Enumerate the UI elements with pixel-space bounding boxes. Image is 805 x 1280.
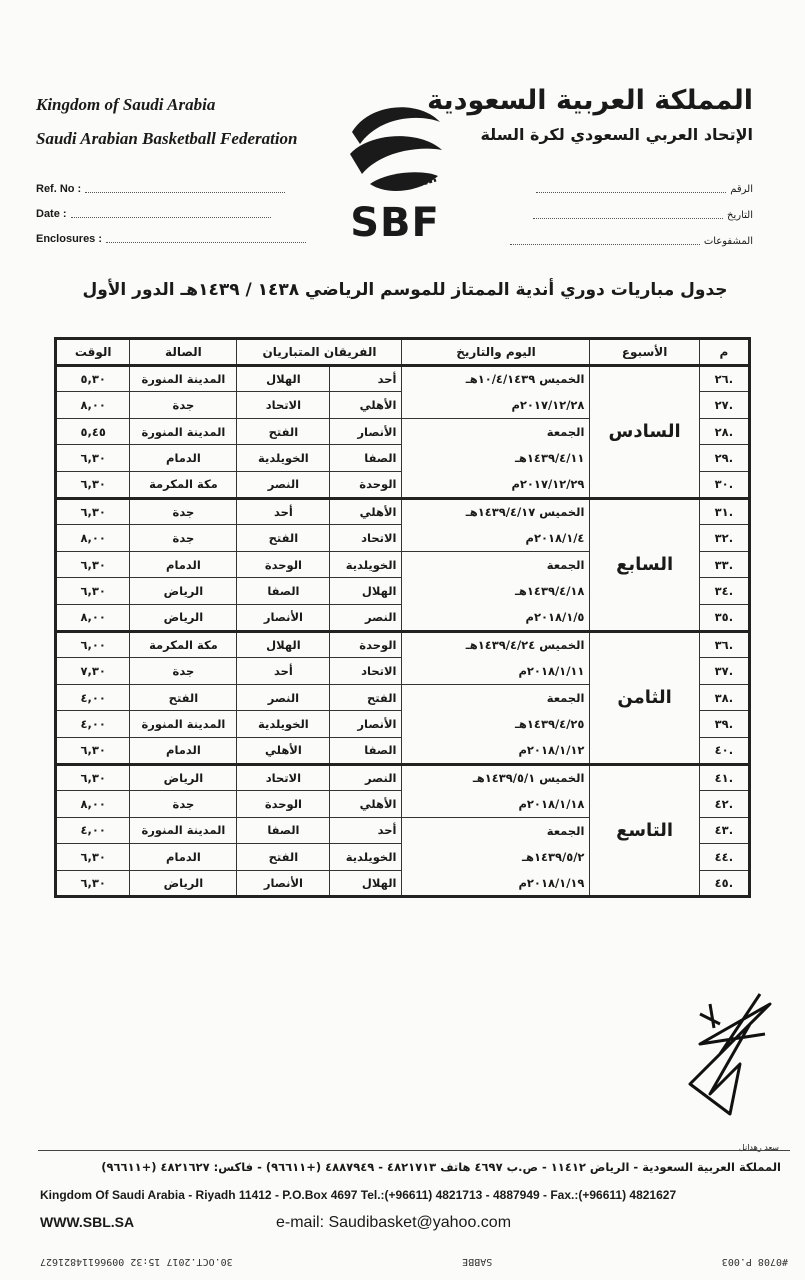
match-time: ٧,٣٠	[56, 658, 130, 685]
match-number: .٣٧	[699, 658, 749, 685]
home-team: الهلال	[330, 870, 402, 897]
match-time: ٦,٣٠	[56, 737, 130, 764]
venue: جدة	[130, 525, 237, 552]
match-number: .٤٣	[699, 817, 749, 844]
signature	[680, 984, 780, 1124]
ref-label-ar: الرقم	[730, 183, 753, 195]
kingdom-name-ar: المملكة العربية السعودية	[427, 85, 753, 116]
match-date: ٢٠١٨/١/٥م	[402, 604, 590, 631]
match-time: ٦,٣٠	[56, 498, 130, 525]
table-row	[56, 365, 750, 392]
away-team: الاتحاد	[237, 764, 330, 791]
home-team: النصر	[330, 604, 402, 631]
fax-page: #0708 P.003	[721, 1256, 788, 1267]
match-date: الخميس ١٤٣٩/٥/١هـ	[402, 764, 590, 791]
home-team: الأهلي	[330, 791, 402, 818]
match-date: ٢٠١٧/١٢/٢٩م	[402, 471, 590, 498]
match-date: ١٤٣٩/٤/١١هـ	[402, 445, 590, 472]
match-time: ٤,٠٠	[56, 684, 130, 711]
match-number: .٣٤	[699, 578, 749, 605]
venue: مكة المكرمة	[130, 471, 237, 498]
match-number: .٤٠	[699, 737, 749, 764]
match-number: .٣٢	[699, 525, 749, 552]
away-team: الخويلدية	[237, 445, 330, 472]
home-team: الصفا	[330, 445, 402, 472]
reference-fields-en	[36, 176, 306, 251]
away-team: الهلال	[237, 365, 330, 392]
match-time: ٦,٣٠	[56, 870, 130, 897]
home-team: الوحدة	[330, 471, 402, 498]
match-number: .٣٠	[699, 471, 749, 498]
match-time: ٦,٣٠	[56, 844, 130, 871]
match-date: ٢٠١٨/١/١١م	[402, 658, 590, 685]
fax-sender: SABBE	[462, 1256, 493, 1267]
enclosures-label: Enclosures :	[36, 232, 103, 245]
ref-line	[85, 184, 285, 193]
home-team: الصفا	[330, 737, 402, 764]
home-team: الاتحاد	[330, 658, 402, 685]
home-team: أحد	[330, 365, 402, 392]
week-cell: التاسع	[590, 764, 699, 897]
away-team: الصفا	[237, 578, 330, 605]
venue: الدمام	[130, 551, 237, 578]
away-team: الصفا	[237, 817, 330, 844]
match-time: ٨,٠٠	[56, 791, 130, 818]
federation-name-ar: الإتحاد العربي السعودي لكرة السلة	[480, 125, 753, 144]
venue: الرياض	[130, 764, 237, 791]
match-time: ٨,٠٠	[56, 392, 130, 419]
home-team: النصر	[330, 764, 402, 791]
home-team: الخويلدية	[330, 551, 402, 578]
venue: الدمام	[130, 445, 237, 472]
footer-email: e-mail: Saudibasket@yahoo.com	[276, 1214, 512, 1231]
match-date: الجمعة	[402, 684, 590, 711]
home-team: الأهلي	[330, 498, 402, 525]
away-team: الهلال	[237, 631, 330, 658]
away-team: الأنصار	[237, 604, 330, 631]
match-date: ١٤٣٩/٤/١٨هـ	[402, 578, 590, 605]
home-team: الأهلي	[330, 392, 402, 419]
away-team: الأهلي	[237, 737, 330, 764]
footer-divider	[38, 1150, 790, 1151]
footer-signer: سعد رهدانل	[738, 1143, 779, 1152]
venue: الرياض	[130, 870, 237, 897]
match-time: ٦,٠٠	[56, 631, 130, 658]
away-team: النصر	[237, 684, 330, 711]
enclosures-label-ar: المشفوعات	[703, 235, 753, 247]
venue: المدينة المنورة	[130, 418, 237, 445]
home-team: الفتح	[330, 684, 402, 711]
header-teams: الفريقان المتباريان	[237, 339, 402, 366]
venue: المدينة المنورة	[130, 365, 237, 392]
logo-text: SBF	[350, 200, 440, 246]
away-team: أحد	[237, 498, 330, 525]
away-team: الوحدة	[237, 551, 330, 578]
date-label: Date :	[36, 207, 67, 220]
week-cell: السادس	[590, 365, 699, 498]
match-number: .٢٦	[699, 365, 749, 392]
match-time: ٨,٠٠	[56, 604, 130, 631]
fax-header-strip	[40, 1256, 788, 1267]
home-team: الأنصار	[330, 418, 402, 445]
match-time: ٤,٠٠	[56, 711, 130, 738]
match-number: .٣٩	[699, 711, 749, 738]
match-time: ٦,٣٠	[56, 578, 130, 605]
match-time: ٦,٣٠	[56, 445, 130, 472]
match-number: .٣١	[699, 498, 749, 525]
venue: الدمام	[130, 737, 237, 764]
away-team: الوحدة	[237, 791, 330, 818]
venue: المدينة المنورة	[130, 817, 237, 844]
footer-address-en: Kingdom Of Saudi Arabia - Riyadh 11412 - P.O.Box 4697 Tel.:(+96611) 4821713 - 4887949 - Fax.:(+96611) 4821627	[40, 1188, 677, 1202]
table-row	[56, 498, 750, 525]
match-date: ١٤٣٩/٤/٢٥هـ	[402, 711, 590, 738]
venue: جدة	[130, 658, 237, 685]
header-hall: الصالة	[130, 339, 237, 366]
reference-fields-ar	[510, 176, 753, 254]
ref-label: Ref. No :	[36, 182, 82, 195]
home-team: أحد	[330, 817, 402, 844]
fax-timestamp: 30.OCT.2017 15:32 00966114821627	[40, 1256, 233, 1267]
header-arabic	[427, 80, 753, 148]
home-team: الوحدة	[330, 631, 402, 658]
match-time: ٨,٠٠	[56, 525, 130, 552]
match-date: الجمعة	[402, 817, 590, 844]
venue: الرياض	[130, 604, 237, 631]
match-date: ٢٠١٧/١٢/٢٨م	[402, 392, 590, 419]
enclosures-line	[106, 234, 306, 243]
match-date: ٢٠١٨/١/١٨م	[402, 791, 590, 818]
match-number: .٣٦	[699, 631, 749, 658]
match-number: .٣٣	[699, 551, 749, 578]
away-team: الاتحاد	[237, 392, 330, 419]
venue: جدة	[130, 791, 237, 818]
date-line-ar	[533, 211, 723, 219]
kingdom-name-en: Kingdom of Saudi Arabia	[36, 95, 216, 114]
match-time: ٥,٣٠	[56, 365, 130, 392]
match-date: الخميس ١٤٣٩/٤/١٧هـ	[402, 498, 590, 525]
match-date: ١٤٣٩/٥/٢هـ	[402, 844, 590, 871]
match-number: .٤٢	[699, 791, 749, 818]
schedule-body	[56, 365, 750, 897]
away-team: الفتح	[237, 844, 330, 871]
venue: مكة المكرمة	[130, 631, 237, 658]
match-time: ٤,٠٠	[56, 817, 130, 844]
match-time: ٦,٣٠	[56, 471, 130, 498]
away-team: أحد	[237, 658, 330, 685]
week-cell: السابع	[590, 498, 699, 631]
header-date: اليوم والتاريخ	[402, 339, 590, 366]
home-team: الاتحاد	[330, 525, 402, 552]
match-date: ٢٠١٨/١/١٩م	[402, 870, 590, 897]
match-number: .٢٩	[699, 445, 749, 472]
venue: الرياض	[130, 578, 237, 605]
date-label-ar: التاريخ	[727, 209, 753, 221]
away-team: الفتح	[237, 418, 330, 445]
away-team: الفتح	[237, 525, 330, 552]
home-team: الخويلدية	[330, 844, 402, 871]
venue: الدمام	[130, 844, 237, 871]
header-time: الوقت	[56, 339, 130, 366]
match-date: الخميس ١٤٣٩/٤/٢٤هـ	[402, 631, 590, 658]
venue: جدة	[130, 498, 237, 525]
week-cell: الثامن	[590, 631, 699, 764]
match-number: .٢٧	[699, 392, 749, 419]
match-date: الجمعة	[402, 551, 590, 578]
ref-line-ar	[536, 185, 726, 193]
match-time: ٥,٤٥	[56, 418, 130, 445]
match-number: .٤١	[699, 764, 749, 791]
header-week: الأسبوع	[590, 339, 699, 366]
federation-name-en: Saudi Arabian Basketball Federation	[36, 129, 298, 148]
match-date: ٢٠١٨/١/٤م	[402, 525, 590, 552]
venue: المدينة المنورة	[130, 711, 237, 738]
table-header-row	[56, 339, 750, 366]
enclosures-line-ar	[510, 237, 700, 245]
match-number: .٤٤	[699, 844, 749, 871]
away-team: النصر	[237, 471, 330, 498]
schedule-table	[54, 337, 751, 898]
header-english	[36, 88, 298, 156]
match-date: الجمعة	[402, 418, 590, 445]
date-line	[71, 209, 271, 218]
footer-website: WWW.SBL.SA	[40, 1214, 135, 1230]
home-team: الأنصار	[330, 711, 402, 738]
table-row	[56, 764, 750, 791]
match-time: ٦,٣٠	[56, 764, 130, 791]
match-date: الخميس ١٠/٤/١٤٣٩هـ	[402, 365, 590, 392]
page-title: جدول مباريات دوري أندية الممتاز للموسم الرياضي ١٤٣٨ / ١٤٣٩هـ الدور الأول	[82, 280, 728, 300]
away-team: الخويلدية	[237, 711, 330, 738]
footer-address-ar: المملكة العربية السعودية - الرياض ١١٤١٢ - ص.ب ٤٦٩٧ هاتف ٤٨٢١٧١٣ - ٤٨٨٧٩٤٩ (+٩٦٦١١) - فاكس: ٤٨٢١٦٢٧ (+٩٦٦١١)	[101, 1160, 781, 1174]
match-number: .٣٨	[699, 684, 749, 711]
home-team: الهلال	[330, 578, 402, 605]
match-number: .٣٥	[699, 604, 749, 631]
away-team: الأنصار	[237, 870, 330, 897]
match-number: .٢٨	[699, 418, 749, 445]
match-number: .٤٥	[699, 870, 749, 897]
venue: جدة	[130, 392, 237, 419]
venue: الفتح	[130, 684, 237, 711]
table-row	[56, 631, 750, 658]
match-date: ٢٠١٨/١/١٢م	[402, 737, 590, 764]
header-num: م	[699, 339, 749, 366]
match-time: ٦,٣٠	[56, 551, 130, 578]
